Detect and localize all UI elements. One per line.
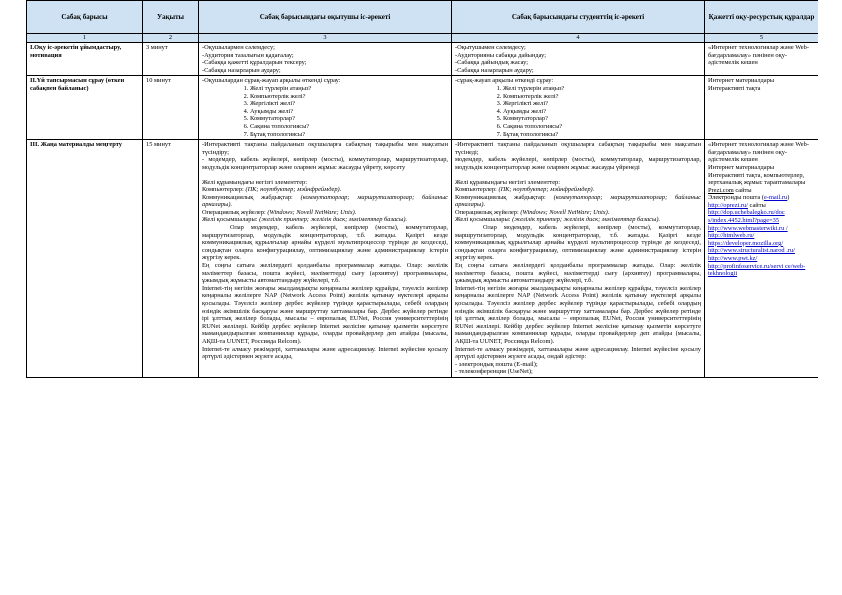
resources-cell — [705, 76, 819, 140]
resource-line — [708, 225, 815, 233]
column-number: 1 — [27, 34, 143, 43]
component-value: (Windows; Novell NetWare; Unix). — [520, 208, 610, 216]
header-time: Уақыты — [143, 1, 199, 34]
student-cell — [452, 43, 705, 76]
teacher-cell — [199, 43, 452, 76]
component-value: (ПК; ноутбуктер; мэйнфреймдер). — [245, 186, 342, 194]
teacher-paragraph: -Интерактивті тақтаны пайдаланып оқушыларға сабақтың тақырыбы мен мақсатын түсіндіру; — [202, 141, 448, 156]
stage-cell: I.Оқу іс-әрекетін ұйымдастыру, мотивация — [27, 43, 143, 76]
question-list — [455, 85, 701, 138]
list-item: 7. Бұтақ топологиясы? — [250, 131, 448, 139]
resource-line — [708, 187, 815, 195]
student-paragraph: Internet-тің негізін жоғары жылдамдықты кеңарналы желілер құрайды, тәуелсіз желілер кеңарналы желілерге NAP (Network Access Point) желілік қатынау нүктелері арқылы қосылады. Тәуелсіз желілер дербес жүйелер түрінде қарастырылады, себебі олардың өзіндік әкімшілік басқаруы және маршруттау хаттамалары бар. Дербес жүйелер ретінде ірі ұлттық желілер болады, мысалы – европалық EUNet, Россия университеттерінің RUNet желілері. Кейбір дербес жүйелер Internet желісіне қатынау қызметін көрсетуге мамандандырылған компаниялар құрады, оларды провайдерлер деп атайды (мысалы, АҚШ-та UUNET, Россияда Relcom). — [455, 284, 701, 345]
resource-line — [708, 255, 815, 263]
column-number: 2 — [143, 34, 199, 43]
resources-cell — [705, 140, 819, 378]
header-teacher: Сабақ барысындағы оқытушы іс-әрекеті — [199, 1, 452, 34]
time-cell: 3 минут — [143, 43, 199, 76]
components-title: Желі құрамындағы негізгі элементтер: — [455, 178, 561, 186]
resource-text: ) — [787, 194, 790, 202]
list-item: 1. Желі түрлерін атаңыз? — [503, 85, 701, 93]
teacher-cell — [199, 76, 452, 140]
resource-text: «Интернет технологиялар және Web-бағдарламалау» пәнінен оқу-әдістемелік кешен — [708, 44, 809, 67]
list-item: 3. Жергілікті желі? — [250, 100, 448, 108]
column-number-row — [27, 34, 819, 43]
resource-line — [708, 202, 815, 210]
header-student: Сабақ барысындағы студенттің іс-әрекеті — [452, 1, 705, 34]
resource-link[interactable]: https://developer.mozilla.org/ — [708, 239, 784, 247]
student-line: -Сабаққа назарларын аудару; — [455, 66, 534, 74]
list-item: 5. Коммутаторлар? — [503, 115, 701, 123]
resources-cell — [705, 43, 819, 76]
student-line: -Сабаққа дайындық жасау; — [455, 59, 528, 67]
resource-link[interactable]: http://www.webmasterwiki.ru / — [708, 224, 788, 232]
resource-link[interactable]: http://profinfoservice.ru/servi ce/web-tekhnologii — [708, 262, 806, 278]
component-label: Желі қосымшалары: — [202, 216, 258, 224]
header-stage: Сабақ барысы — [27, 1, 143, 34]
header-row — [27, 1, 819, 34]
time-cell: 15 минут — [143, 140, 199, 378]
header-resources: Қажетті оқу-ресурстық құралдар — [705, 1, 819, 34]
component-label: Операциялық жүйелер: — [202, 208, 266, 216]
lesson-plan-table — [26, 0, 818, 378]
lesson-plan-page — [26, 0, 818, 595]
resource-text: Интерактивті тақта, компьютерлер, зертханалық жұмыс тараптамалары — [708, 171, 806, 187]
resource-text: «Интернет технологиялар және Web-бағдарламалау» пәнінен оқу-әдістемелік кешен — [708, 141, 809, 164]
column-number: 3 — [199, 34, 452, 43]
table-row-homework — [27, 76, 819, 140]
teacher-line: -Сабаққа қажетті құралдарын тексеру; — [202, 59, 307, 67]
resource-text: Интернет материалдары — [708, 163, 775, 171]
component-line — [455, 216, 701, 224]
teacher-line: -Аудитория тазалығын қадағалау; — [202, 51, 294, 59]
student-paragraph: модемдер, кабель жүйелері, көпірлер (мосты), коммутаторлар, маршрутизаторлар, модульдік концентраторлар және олармен жұмыс жасауды үйренеді — [455, 156, 701, 171]
teacher-paragraph: Олар модемдер, кабель жүйелері, көпірлер (мосты), коммутаторлар, маршрутизаторлар, модульдік концентраторлар, т.б. жатады. Қазіргі кезде коммуникациялық құрылғылар арнайы күрделі мультипроцессор түрінде де кездеседі, сондықтан оларға конфигурациялау, оптимизациялау және администрациялау істерін жүргізу керек. — [202, 224, 448, 262]
component-value: (ПК; ноутбуктер; мэйнфреймдер). — [498, 186, 595, 194]
student-paragraph: Ең соңғы сатыға желілердегі қолданбалы программалар жатады. Олар: желілік мәліметтер базасы, пошта жүйесі, мәліметтерді сығу (архивтеу) программалары, ұжымдық жұмысты автоматтандыру жүйелері, т.б. — [455, 262, 701, 285]
resource-text: Интернет материалдары — [708, 77, 775, 85]
question-list — [202, 85, 448, 138]
teacher-intro: -Оқушылардан сұрақ-жауап арқылы өткенді сұрау: — [202, 77, 341, 85]
component-line — [455, 194, 701, 209]
resource-line — [708, 232, 815, 240]
student-cell — [452, 140, 705, 378]
resource-text: сайты — [733, 186, 752, 194]
table-row-organization — [27, 43, 819, 76]
list-item: 4. Ауқымды желі? — [250, 108, 448, 116]
component-value: (коммутаторлар; маршрутизаторлар; байланыс арналары). — [202, 193, 449, 209]
component-label: Компьютерлер: — [202, 186, 244, 194]
teacher-paragraph: Internet-тің негізін жоғары жылдамдықты кеңарналы желілер құрайды, тәуелсіз желілер кеңарналы желілерге NAP (Network Access Point) желілік қатынау нүктелері арқылы қосылады. Тәуелсіз желілер дербес жүйелер түрінде қарастырылады, себебі олардың өзіндік әкімшілік басқаруы және маршруттау хаттамалары бар. Дербес жүйелер ретінде ірі ұлттық желілер болады, мысалы – европалық EUNet, Россия университеттерінің RUNet желілері. Кейбір дербес жүйелер Internet желісіне қатынау қызметін көрсетуге мамандандырылған компаниялар құрады, оларды провайдерлер деп атайды (мысалы, АҚШ-та UUNET, Россияда Relcom). — [202, 284, 448, 345]
teacher-line: -Сабаққа назарларын аудару; — [202, 66, 281, 74]
teacher-paragraph: - модемдер, кабель жүйелері, көпірлер (мосты), коммутаторлар, маршрутизаторлар, модульдік концентраторлар және олармен жұмыс жасауды үйрету, көрсету — [202, 156, 448, 171]
resource-link[interactable]: http://oprezi.ru/ — [708, 201, 748, 209]
component-line — [202, 216, 448, 224]
resource-text: Электронды пошта ( — [708, 194, 764, 202]
list-item: 6. Сақина топологиясы? — [503, 123, 701, 131]
stage-cell: III. Жаңа материалды меңгерту — [27, 140, 143, 378]
component-label: Компьютерлер: — [455, 186, 497, 194]
student-line: -Оқытушымен сәлемдесу; — [455, 44, 526, 51]
resource-line — [708, 194, 815, 202]
column-number: 4 — [452, 34, 705, 43]
list-item: 4. Ауқымды желі? — [503, 108, 701, 116]
bullet-item: - телеконференция (UseNet); — [455, 368, 533, 376]
component-value: (желілік принтер; желілік диск; мәліметтер базасы). — [512, 216, 661, 224]
resource-link[interactable]: e-mail.ru — [763, 194, 788, 202]
student-cell — [452, 76, 705, 140]
component-label: Коммуникациялық жабдықтар: — [455, 193, 546, 201]
component-label: Коммуникациялық жабдықтар: — [202, 193, 293, 201]
list-item: 1. Желі түрлерін атаңыз? — [250, 85, 448, 93]
resource-line — [708, 247, 815, 255]
list-item: 7. Бұтақ топологиясы? — [503, 131, 701, 139]
component-line — [202, 194, 448, 209]
list-item: 2. Компьютерлік желі? — [250, 93, 448, 101]
list-item: 3. Жергілікті желі? — [503, 100, 701, 108]
resource-link[interactable]: Prezi.com — [708, 186, 734, 194]
student-paragraph: -Интерактивті тақтаны пайдаланып оқушыларға сабақтың тақырыбы мен мақсатын түсінеді; — [455, 141, 701, 156]
list-item: 5. Коммутаторлар? — [250, 115, 448, 123]
resource-link[interactable]: http://www.pwt.kz/ — [708, 255, 758, 263]
stage-cell: II.Үй тапсырмасын сұрау (өткен сабақпен байланыс) — [27, 76, 143, 140]
student-line: -Аудиторияны сабаққа дайындау; — [455, 51, 547, 59]
list-item: 2. Компьютерлік желі? — [503, 93, 701, 101]
time-cell: 10 минут — [143, 76, 199, 140]
resource-line — [708, 263, 815, 278]
component-line — [202, 209, 448, 217]
student-paragraph: Internet-те алмасу режімдері, хаттамалары және адресациялау. Internet жүйесіне қосылу әртүрлі әдістермен жүзеге асады, ондай әдістер: — [455, 345, 701, 361]
resource-text: Интерактивті тақта — [708, 84, 761, 92]
student-intro: -сұрақ-жауап арқылы өткенді сұрау: — [455, 77, 554, 85]
resource-text: сайты — [747, 201, 766, 209]
component-line — [455, 209, 701, 217]
column-number: 5 — [705, 34, 819, 43]
component-line — [455, 186, 701, 194]
component-value: (Windows; Novell NetWare; Unix). — [267, 208, 357, 216]
resource-line — [708, 209, 815, 224]
student-paragraph: Олар модемдер, кабель жүйелері, көпірлер (мосты), коммутаторлар, маршрутизаторлар, модульдік концентраторлар, т.б. жатады. Қазіргі кезде коммуникациялық құрылғылар арнайы күрделі мультипроцессор түрінде де кездеседі, сондықтан оларға конфигурациялау, оптимизациялау және администрациялау істерін жүргізу керек. — [455, 224, 701, 262]
resource-line — [708, 240, 815, 248]
bullet-item: - электрондық пошта (E-mail); — [455, 360, 538, 368]
teacher-line: -Оқушылармен сәлемдесу; — [202, 44, 275, 51]
teacher-cell — [199, 140, 452, 378]
resource-link[interactable]: http://www.structuralist.narod .ru/ — [708, 247, 795, 255]
component-value: (коммутаторлар; маршрутизаторлар; байланыс арналары). — [455, 193, 702, 209]
component-line — [202, 186, 448, 194]
component-label: Операциялық жүйелер: — [455, 208, 519, 216]
resource-link[interactable]: http://htmlweb.ru/ — [708, 232, 755, 240]
component-label: Желі қосымшалары: — [455, 216, 511, 224]
component-value: (желілік принтер; желілік диск; мәліметтер базасы). — [259, 216, 408, 224]
table-row-new-material — [27, 140, 819, 378]
components-title: Желі құрамындағы негізгі элементтер: — [202, 178, 308, 186]
resource-link[interactable]: http://dop.uchebalegko.ru/doc s/index.4452.html?page=35 — [708, 209, 785, 225]
teacher-paragraph: Internet-те алмасу режімдері, хаттамалары және адресациялау. Internet жүйесіне қосылу әртүрлі әдістермен жүзеге асады, — [202, 345, 448, 361]
list-item: 6. Сақина топологиясы? — [250, 123, 448, 131]
teacher-paragraph: Ең соңғы сатыға желілердегі қолданбалы программалар жатады. Олар: желілік мәліметтер базасы, пошта жүйесі, мәліметтерді сығу (архивтеу) программалары, ұжымдық жұмысты автоматтандыру жүйелері, т.б. — [202, 262, 448, 285]
